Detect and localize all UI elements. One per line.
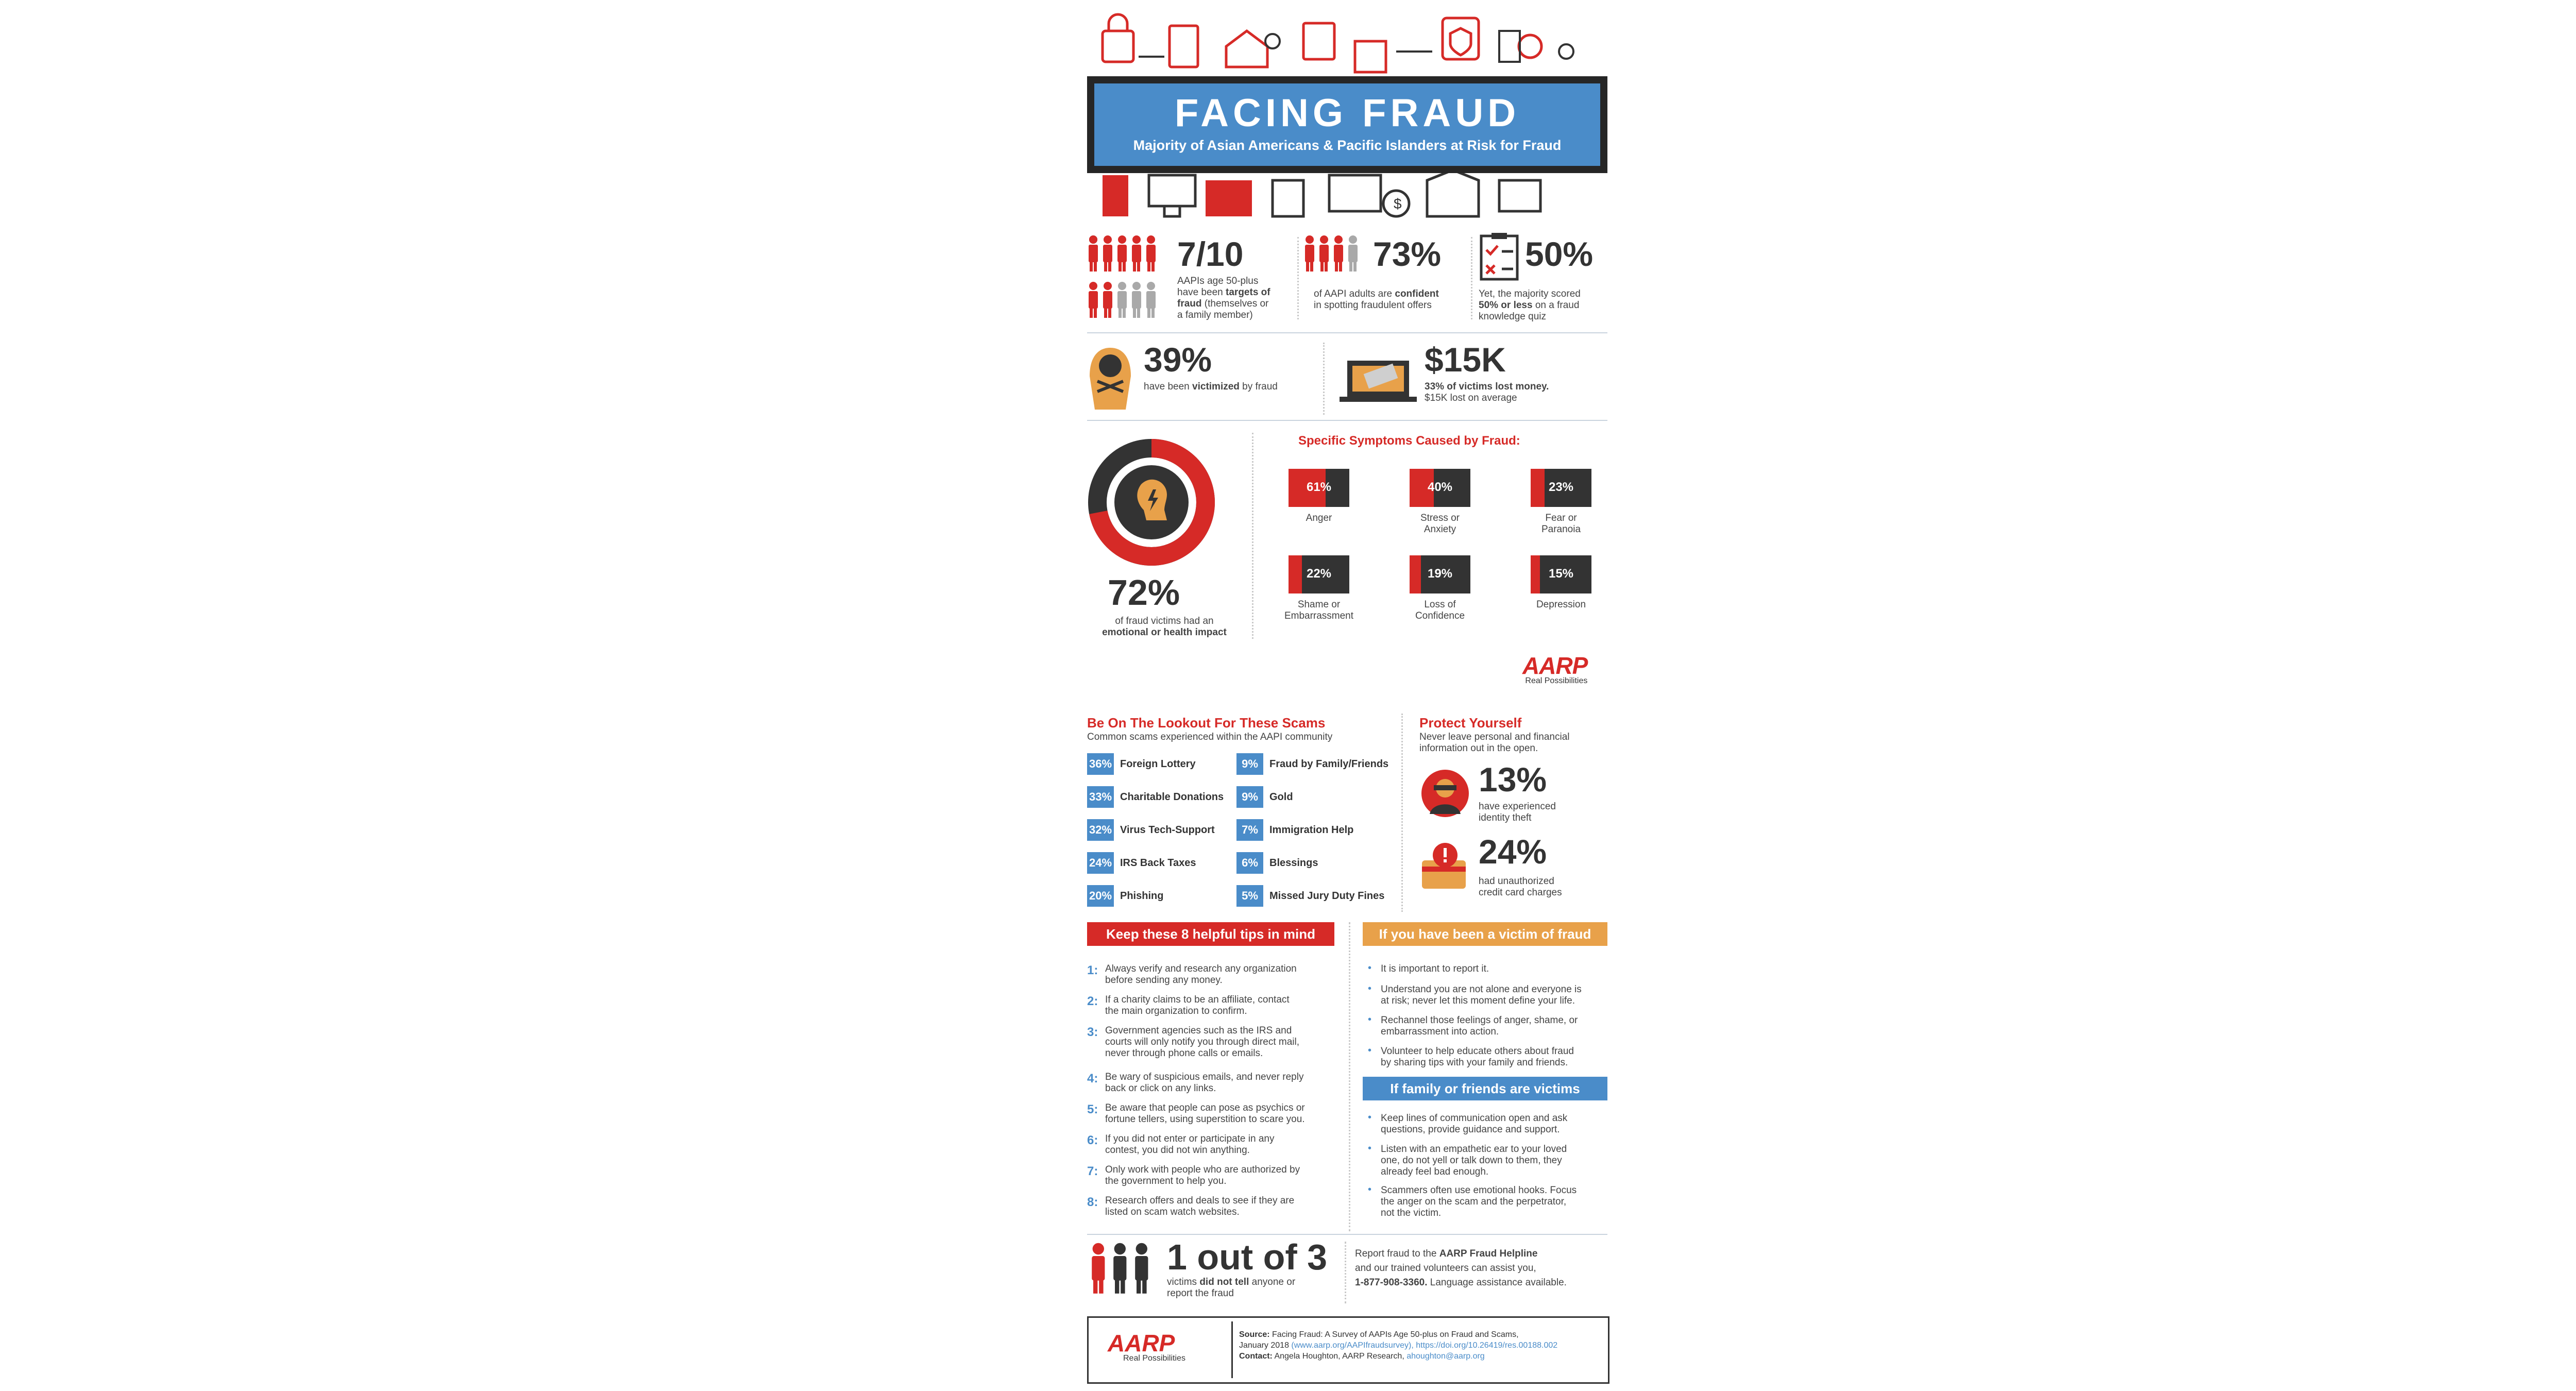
footer-aarp-logo xyxy=(1108,1329,1185,1363)
victim-tip: It is important to report it. xyxy=(1381,963,1489,974)
family-tip: Scammers often use emotional hooks. Focus the anger on the scam and the perpetrator, not the victim. xyxy=(1381,1185,1577,1218)
devices-illustration xyxy=(1087,165,1607,222)
divider xyxy=(1323,343,1325,415)
victim-tip: Understand you are not alone and everyone is at risk; never let this moment define your life. xyxy=(1381,984,1582,1006)
symptom-bar xyxy=(1410,555,1470,593)
people-confident-icon xyxy=(1303,234,1376,276)
scam-pct: 9% xyxy=(1236,786,1263,808)
symptom-bar xyxy=(1289,555,1349,593)
stat-7-of-10-caption: AAPIs age 50-plus have been targets of fraud (themselves or a family member) xyxy=(1177,276,1270,320)
scam-pct: 33% xyxy=(1087,786,1114,808)
divider xyxy=(1471,237,1472,319)
aarp-logo xyxy=(1522,652,1587,686)
emotional-impact-donut xyxy=(1087,438,1216,567)
svg-text:$: $ xyxy=(1394,196,1402,212)
scam-pct: 36% xyxy=(1087,753,1114,775)
bullet-dot: • xyxy=(1368,1143,1372,1154)
tip-text: Be aware that people can pose as psychics or fortune tellers, using superstition to scare you. xyxy=(1105,1102,1305,1125)
scam-pct: 7% xyxy=(1236,819,1263,841)
stat-39-caption: have been victimized by fraud xyxy=(1144,381,1278,392)
divider xyxy=(1349,922,1350,1231)
bullet-dot: • xyxy=(1368,1184,1372,1195)
people-1-of-3-icon xyxy=(1090,1242,1157,1298)
aarp-logo-text: AARP xyxy=(1522,652,1588,679)
identity-thief-icon xyxy=(1419,768,1471,819)
stat-50: 50% xyxy=(1525,235,1594,273)
protect-text: Never leave personal and financial information out in the open. xyxy=(1419,732,1570,754)
scam-pct: 5% xyxy=(1236,885,1263,907)
stat-15k: $15K xyxy=(1425,341,1506,379)
scam-label: IRS Back Taxes xyxy=(1120,857,1196,869)
symptom-pct: 19% xyxy=(1427,567,1453,581)
divider xyxy=(1401,714,1403,912)
tip-text: Always verify and research any organization before sending any money. xyxy=(1105,963,1297,986)
divider xyxy=(1297,237,1299,319)
stat-73: 73% xyxy=(1373,235,1442,273)
divider xyxy=(1252,433,1253,639)
tip-number: 1: xyxy=(1087,963,1098,977)
tip-text: Only work with people who are authorized by the government to help you. xyxy=(1105,1164,1300,1186)
symptom-bar xyxy=(1531,469,1591,507)
victim-tip: Rechannel those feelings of anger, shame, or embarrassment into action. xyxy=(1381,1015,1578,1037)
scam-label: Foreign Lottery xyxy=(1120,758,1196,770)
victim-person-icon xyxy=(1087,345,1133,412)
scam-label: Fraud by Family/Friends xyxy=(1269,758,1389,770)
bullet-dot: • xyxy=(1368,1014,1372,1025)
stat-50-caption: Yet, the majority scored 50% or less on a fraud knowledge quiz xyxy=(1479,289,1581,322)
section-divider xyxy=(1087,420,1607,421)
stat-39: 39% xyxy=(1144,341,1212,379)
title-banner xyxy=(1094,83,1600,166)
bullet-dot: • xyxy=(1368,1112,1372,1123)
scam-pct: 32% xyxy=(1087,819,1114,841)
scam-pct: 20% xyxy=(1087,885,1114,907)
contact-email-link[interactable]: ahoughton@aarp.org xyxy=(1406,1352,1485,1361)
symptom-pct: 23% xyxy=(1548,480,1574,494)
section-divider xyxy=(1087,332,1607,333)
stat-15k-caption: 33% of victims lost money. $15K lost on average xyxy=(1425,381,1549,403)
scam-pct: 24% xyxy=(1087,852,1114,874)
page-title: FACING FRAUD xyxy=(1174,91,1520,135)
tip-number: 4: xyxy=(1087,1072,1098,1085)
stat-13: 13% xyxy=(1479,760,1547,799)
tip-number: 5: xyxy=(1087,1102,1098,1116)
scams-title: Be On The Lookout For These Scams xyxy=(1087,715,1326,731)
people-7-of-10-icon xyxy=(1087,234,1164,322)
stat-1-of-3: 1 out of 3 xyxy=(1167,1237,1328,1277)
page-subtitle: Majority of Asian Americans & Pacific Islanders at Risk for Fraud xyxy=(1133,138,1562,153)
stat-24-caption: had unauthorized credit card charges xyxy=(1479,876,1562,898)
stat-1-of-3-caption: victims did not tell anyone or report the fraud xyxy=(1167,1277,1296,1299)
stat-13-caption: have experienced identity theft xyxy=(1479,801,1556,823)
family-tip: Listen with an empathetic ear to your loved one, do not yell or talk down to them, they already feel bad enough. xyxy=(1381,1144,1567,1177)
laptop-money-icon xyxy=(1340,353,1417,404)
scam-label: Gold xyxy=(1269,791,1293,803)
scam-pct: 6% xyxy=(1236,852,1263,874)
scam-pct: 9% xyxy=(1236,753,1263,775)
footer-logo-text: AARP xyxy=(1108,1330,1175,1356)
infographic xyxy=(1082,0,1613,1391)
symptom-pct: 40% xyxy=(1427,480,1453,494)
stat-72-caption: of fraud victims had an emotional or health impact xyxy=(1102,616,1227,638)
source-link[interactable]: (www.aarp.org/AAPIfraudsurvey), https://doi.org/10.26419/res.00188.002 xyxy=(1291,1341,1558,1350)
tip-text: Research offers and deals to see if they are listed on scam watch websites. xyxy=(1105,1195,1295,1217)
stat-7-of-10: 7/10 xyxy=(1177,235,1244,273)
scam-label: Immigration Help xyxy=(1269,824,1354,836)
helpline-text: Report fraud to the AARP Fraud Helpline and our trained volunteers can assist you, 1-877-908-3360. Language assistance available. xyxy=(1355,1248,1567,1288)
symptom-pct: 61% xyxy=(1306,480,1332,494)
tip-number: 7: xyxy=(1087,1164,1098,1178)
scam-label: Charitable Donations xyxy=(1120,791,1224,803)
tip-text: Government agencies such as the IRS and courts will only notify you through direct mail, never through phone calls or emails. xyxy=(1105,1025,1299,1059)
stat-73-caption: of AAPI adults are confident in spotting fraudulent offers xyxy=(1314,289,1439,311)
bullet-dot: • xyxy=(1368,962,1372,974)
fraud-icons-illustration xyxy=(1087,10,1607,77)
tip-text: If you did not enter or participate in any contest, you did not win anything. xyxy=(1105,1133,1275,1156)
scam-label: Blessings xyxy=(1269,857,1318,869)
stat-24: 24% xyxy=(1479,833,1547,871)
scams-subtitle: Common scams experienced within the AAPI community xyxy=(1087,732,1333,742)
footer-logo-tagline: Real Possibilities xyxy=(1123,1354,1185,1363)
tip-number: 2: xyxy=(1087,994,1098,1008)
stat-72: 72% xyxy=(1108,572,1180,613)
quiz-clipboard-icon xyxy=(1479,232,1520,281)
symptom-label: Anger xyxy=(1306,513,1332,523)
family-tip: Keep lines of communication open and ask questions, provide guidance and support. xyxy=(1381,1113,1568,1135)
symptom-pct: 22% xyxy=(1306,567,1332,581)
tips-header: Keep these 8 helpful tips in mind xyxy=(1087,922,1334,946)
scam-label: Missed Jury Duty Fines xyxy=(1269,890,1385,902)
symptom-label: Depression xyxy=(1536,599,1586,610)
symptom-pct: 15% xyxy=(1548,567,1574,581)
symptom-bar xyxy=(1289,469,1349,507)
tip-text: If a charity claims to be an affiliate, contact the main organization to confirm. xyxy=(1105,994,1290,1016)
protect-title: Protect Yourself xyxy=(1419,715,1522,731)
bullet-dot: • xyxy=(1368,983,1372,994)
symptom-label: Shame or Embarrassment xyxy=(1284,599,1354,621)
symptoms-title: Specific Symptoms Caused by Fraud: xyxy=(1298,434,1520,448)
victim-header: If you have been a victim of fraud xyxy=(1363,922,1607,946)
section-divider xyxy=(1087,1234,1607,1235)
tip-text: Be wary of suspicious emails, and never reply back or click on any links. xyxy=(1105,1072,1304,1094)
tip-number: 8: xyxy=(1087,1195,1098,1209)
tip-number: 3: xyxy=(1087,1025,1098,1039)
symptom-label: Stress or Anxiety xyxy=(1420,513,1460,535)
credit-card-alert-icon xyxy=(1419,840,1471,891)
divider xyxy=(1345,1242,1346,1303)
bullet-dot: • xyxy=(1368,1045,1372,1056)
scam-label: Virus Tech-Support xyxy=(1120,824,1215,836)
symptom-bar xyxy=(1410,469,1470,507)
family-header: If family or friends are victims xyxy=(1363,1077,1607,1100)
aarp-logo-tagline: Real Possibilities xyxy=(1525,676,1588,685)
symptom-label: Loss of Confidence xyxy=(1415,599,1465,621)
symptom-label: Fear or Paranoia xyxy=(1541,513,1581,535)
tip-number: 6: xyxy=(1087,1133,1098,1147)
victim-tip: Volunteer to help educate others about fraud by sharing tips with your family and friends. xyxy=(1381,1046,1574,1068)
footer-source: Source: Facing Fraud: A Survey of AAPIs Age 50-plus on Fraud and Scams, January 2018 (www.aarp.org/AAPIfraudsurvey), https://doi.org/10.26419/res.00188.002 Contact: Angela Houghton, AARP Research, ahoughton@aarp.org xyxy=(1239,1330,1558,1361)
scam-label: Phishing xyxy=(1120,890,1164,902)
symptom-bar xyxy=(1531,555,1591,593)
footer-divider xyxy=(1231,1321,1233,1378)
